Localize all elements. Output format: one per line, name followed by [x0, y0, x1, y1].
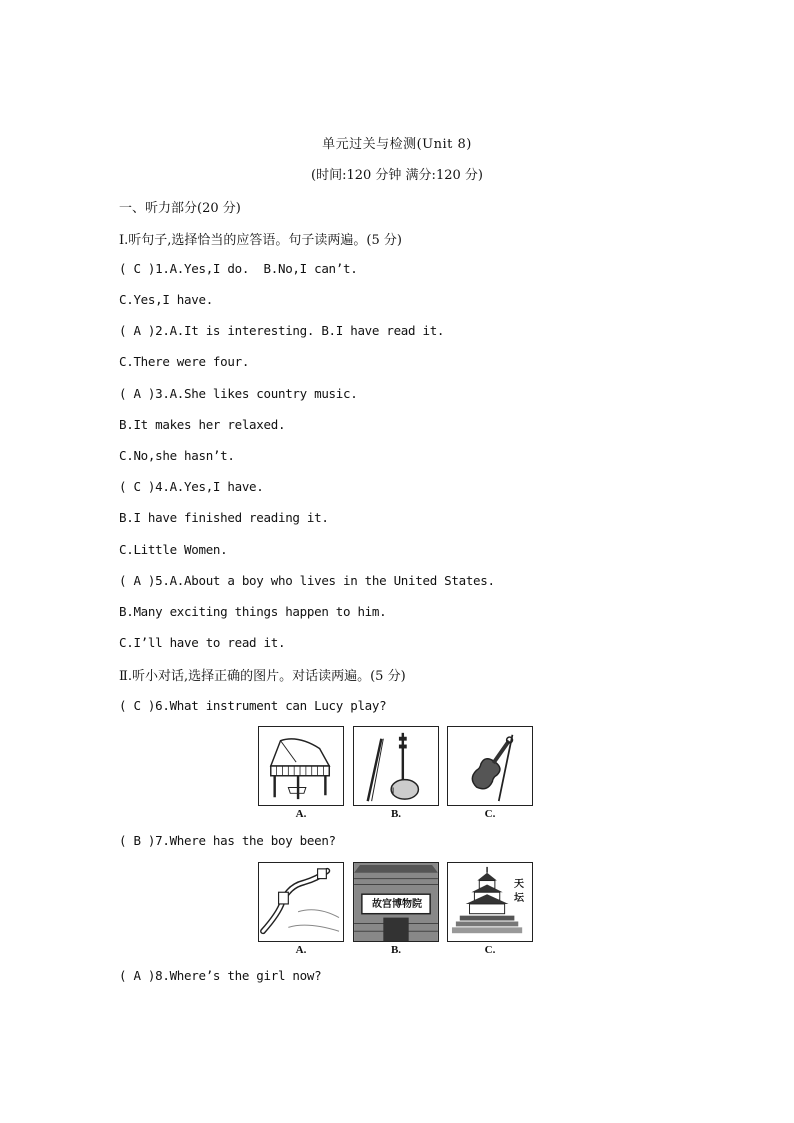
- q6-caption-b: B.: [390, 808, 402, 820]
- section-ii-heading: Ⅱ.听小对话,选择正确的图片。对话读两遍。(5 分): [119, 669, 406, 684]
- temple-sign-1: 天: [514, 879, 524, 890]
- q7-caption-c: C.: [484, 944, 496, 956]
- question-1-option-c: C.Yes,I have.: [119, 292, 213, 307]
- q7-caption-b: B.: [390, 944, 402, 956]
- q6-caption-a: A.: [295, 808, 307, 820]
- part-one-heading: 一、听力部分(20 分): [119, 201, 241, 216]
- palace-museum-icon: [353, 862, 439, 942]
- question-6: ( C )6.What instrument can Lucy play?: [119, 698, 387, 713]
- question-4-option-b: B.I have finished reading it.: [119, 510, 329, 525]
- question-5-option-c: C.I’ll have to read it.: [119, 635, 286, 650]
- question-4: ( C )4.A.Yes,I have.: [119, 479, 264, 494]
- temple-sign-2: 坛: [514, 893, 524, 904]
- question-8: ( A )8.Where’s the girl now?: [119, 968, 322, 983]
- question-3: ( A )3.A.She likes country music.: [119, 386, 358, 401]
- piano-icon: [258, 726, 344, 806]
- question-7-pictures: [258, 862, 538, 958]
- violin-icon: [447, 726, 533, 806]
- question-3-option-c: C.No,she hasn’t.: [119, 448, 235, 463]
- question-2: ( A )2.A.It is interesting. B.I have read it.: [119, 323, 445, 338]
- page-title: 单元过关与检测(Unit 8): [322, 137, 472, 152]
- erhu-icon: [353, 726, 439, 806]
- question-5-option-b: B.Many exciting things happen to him.: [119, 604, 387, 619]
- question-4-option-c: C.Little Women.: [119, 542, 228, 557]
- question-3-option-b: B.It makes her relaxed.: [119, 417, 286, 432]
- palace-museum-sign: 故宫博物院: [372, 899, 422, 910]
- question-1: ( C )1.A.Yes,I do. B.No,I can’t.: [119, 261, 358, 276]
- question-6-pictures: [258, 726, 538, 822]
- great-wall-icon: [258, 862, 344, 942]
- section-i-heading: Ⅰ.听句子,选择恰当的应答语。句子读两遍。(5 分): [119, 233, 402, 248]
- exam-info: (时间:120 分钟 满分:120 分): [311, 168, 483, 183]
- question-5: ( A )5.A.About a boy who lives in the United States.: [119, 573, 495, 588]
- q6-caption-c: C.: [484, 808, 496, 820]
- q7-caption-a: A.: [295, 944, 307, 956]
- question-7: ( B )7.Where has the boy been?: [119, 833, 336, 848]
- temple-of-heaven-icon: [447, 862, 533, 942]
- question-2-option-c: C.There were four.: [119, 354, 250, 369]
